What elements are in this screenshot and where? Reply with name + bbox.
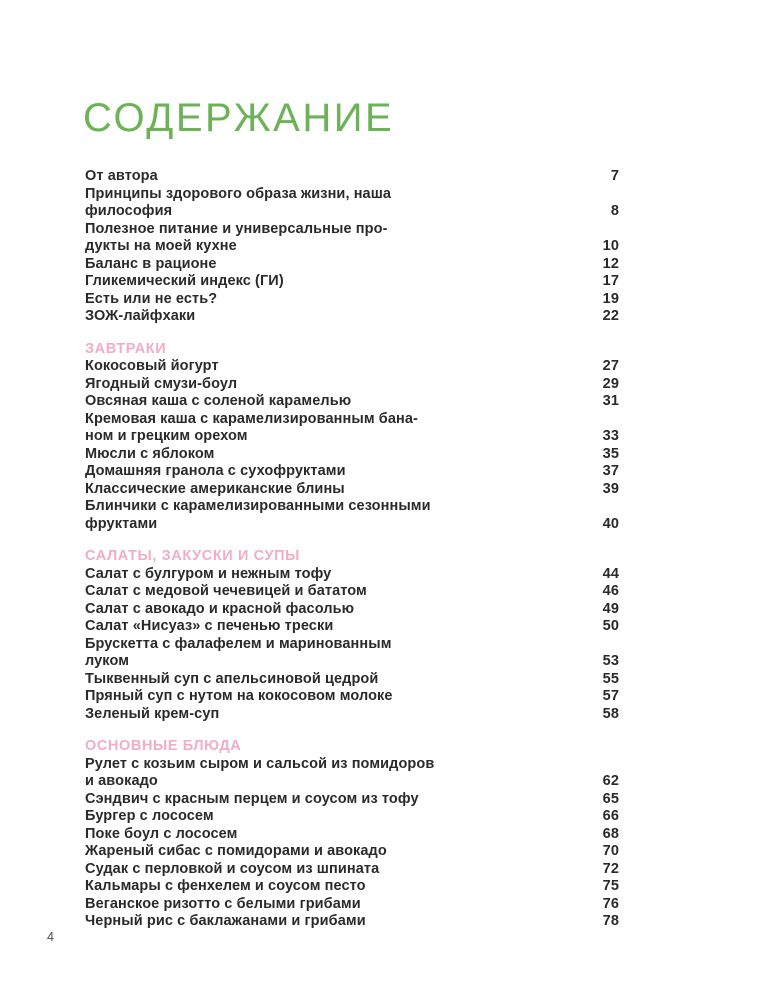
toc-entry (85, 808, 619, 826)
toc-entry-row (85, 358, 619, 376)
toc-entry-page-number: 12 (602, 255, 619, 272)
toc-entry (85, 671, 619, 689)
toc-entry-title-line: Полезное питание и универсальные про- (85, 220, 388, 237)
toc-entry-row (85, 671, 619, 689)
toc-section (85, 548, 619, 723)
toc-entry-page-number: 66 (602, 808, 619, 824)
toc-entry-title-line: От автора (85, 168, 158, 184)
toc-entry-page-number: 62 (602, 773, 619, 789)
toc-entry-row (85, 566, 619, 584)
toc-entry (85, 566, 619, 584)
toc-entry-title-line: Сэндвич с красным перцем и соусом из тофу (85, 790, 419, 807)
toc-entry-row (85, 878, 619, 896)
toc-entry-row (85, 446, 619, 464)
folio-page-number: 4 (47, 930, 54, 944)
toc-section (85, 341, 619, 534)
toc-entry-page-number: 57 (602, 688, 619, 704)
toc-section (85, 738, 619, 931)
toc-entry-title-line: философия (85, 203, 173, 219)
toc-entry (85, 688, 619, 706)
toc-entry-title-line: Классические американские блины (85, 480, 345, 497)
toc-entry-title-line: Судак с перловкой и соусом из шпината (85, 860, 380, 877)
toc-entry-page-number: 35 (602, 445, 619, 462)
toc-entry-page-number: 10 (602, 238, 619, 254)
toc-entry-page-number: 8 (610, 203, 619, 219)
toc-entry-page-number: 37 (602, 463, 619, 479)
toc-entry-row (85, 291, 619, 309)
toc-entry-title-line: Рулет с козьим сыром и сальсой из помидоров (85, 755, 435, 772)
toc-entry-page-number: 39 (602, 480, 619, 497)
toc-entry-page-number: 27 (602, 358, 619, 374)
toc-entry-title-line: Домашняя гранола с сухофруктами (85, 463, 346, 479)
toc-entry-row (85, 273, 619, 291)
toc-entry-page-number: 55 (602, 670, 619, 687)
toc-entry-page-number: 31 (602, 393, 619, 409)
toc-entry-row (85, 791, 619, 809)
toc-entry (85, 861, 619, 879)
toc-entry (85, 636, 619, 671)
toc-entry-row (85, 653, 619, 671)
toc-entry (85, 756, 619, 791)
toc-entry-row (85, 411, 619, 429)
toc-entry-row (85, 308, 619, 326)
toc-entry-row (85, 843, 619, 861)
toc-entry-title-line: луком (85, 653, 130, 669)
toc-entry-title-line: Тыквенный суп с апельсиновой цедрой (85, 670, 379, 687)
toc-entry-title-line: ЗОЖ-лайфхаки (85, 308, 196, 324)
toc-entry (85, 221, 619, 256)
toc-entry-page-number: 17 (602, 273, 619, 289)
toc-entry (85, 791, 619, 809)
toc-entry-row (85, 688, 619, 706)
toc-entry (85, 878, 619, 896)
toc-entry-title-line: Блинчики с карамелизированными сезонными (85, 498, 431, 514)
toc-entry-row (85, 896, 619, 914)
toc-section-header: ОСНОВНЫЕ БЛЮДА (85, 738, 242, 754)
toc-entry (85, 186, 619, 221)
toc-entry-page-number: 29 (602, 375, 619, 392)
toc-entry (85, 481, 619, 499)
toc-entry (85, 291, 619, 309)
toc-entry-row (85, 186, 619, 204)
toc-entry (85, 826, 619, 844)
toc-entry (85, 498, 619, 533)
toc-entry (85, 896, 619, 914)
toc-entry-title-line: Пряный суп с нутом на кокосовом молоке (85, 688, 393, 704)
toc-entry-title-line: Салат с булгуром и нежным тофу (85, 565, 332, 582)
toc-entry (85, 168, 619, 186)
toc-entry-title-line: Салат с медовой чечевицей и бататом (85, 583, 367, 599)
toc-entry-title-line: Кокосовый йогурт (85, 358, 219, 374)
toc-section-header: САЛАТЫ, ЗАКУСКИ И СУПЫ (85, 548, 300, 564)
toc-entry (85, 358, 619, 376)
toc-entry-row (85, 238, 619, 256)
toc-entry-page-number: 7 (610, 168, 619, 184)
toc-entry-row (85, 861, 619, 879)
toc-entry (85, 913, 619, 931)
toc-entry-row (85, 773, 619, 791)
toc-entry-title-line: Принципы здорового образа жизни, наша (85, 185, 392, 202)
toc-entry-page-number: 19 (602, 290, 619, 307)
toc-entry-page-number: 76 (602, 895, 619, 912)
toc-entry-row (85, 393, 619, 411)
toc-entry-page-number: 40 (602, 515, 619, 532)
toc-entry-title-line: ном и грецким орехом (85, 428, 248, 444)
toc-entry-row (85, 706, 619, 724)
toc-entry-title-line: Жареный сибас с помидорами и авокадо (85, 843, 387, 859)
toc-entry-title-line: Гликемический индекс (ГИ) (85, 273, 284, 289)
toc-entry-title-line: фруктами (85, 515, 158, 532)
toc-entry-row (85, 498, 619, 516)
toc-entry-page-number: 65 (602, 790, 619, 807)
toc-entry-row (85, 636, 619, 654)
toc-entry-page-number: 44 (602, 565, 619, 582)
toc-entry (85, 706, 619, 724)
toc-entry-row (85, 463, 619, 481)
toc-entry-row (85, 601, 619, 619)
toc-entry-row (85, 756, 619, 774)
toc-entry (85, 583, 619, 601)
toc-entry-page-number: 50 (602, 618, 619, 634)
toc-entry-row (85, 428, 619, 446)
toc-entry (85, 843, 619, 861)
toc-entry-page-number: 53 (602, 653, 619, 669)
toc-entry-title-line: дукты на моей кухне (85, 238, 237, 254)
toc-entry-row (85, 221, 619, 239)
toc-entry-title-line: Овсяная каша с соленой карамелью (85, 393, 352, 409)
toc-entry-title-line: Зеленый крем-суп (85, 705, 220, 722)
toc-entry-page-number: 72 (602, 860, 619, 877)
toc-entry-title-line: Салат «Нисуаз» с печенью трески (85, 618, 334, 634)
toc-entry-row (85, 516, 619, 534)
toc-entry-row (85, 203, 619, 221)
page-title: СОДЕРЖАНИЕ (83, 96, 395, 140)
toc-entry (85, 308, 619, 326)
toc-section-header: ЗАВТРАКИ (85, 340, 167, 357)
toc-entry-row (85, 481, 619, 499)
toc-entry-title-line: Кремовая каша с карамелизированным бана- (85, 410, 418, 427)
toc-entry-title-line: Есть или не есть? (85, 290, 218, 307)
toc-entry (85, 463, 619, 481)
toc-entry-title-line: Брускетта с фалафелем и маринованным (85, 635, 392, 652)
toc-entry-row (85, 256, 619, 274)
toc-entry-title-line: и авокадо (85, 773, 158, 789)
toc-entry-page-number: 49 (602, 600, 619, 617)
toc-entry-title-line: Поке боул с лососем (85, 825, 238, 842)
toc-entry (85, 393, 619, 411)
toc-entry-page-number: 58 (602, 705, 619, 722)
toc-entry-title-line: Салат с авокадо и красной фасолью (85, 600, 355, 617)
toc-entry-title-line: Ягодный смузи-боул (85, 375, 238, 392)
toc-entry-title-line: Кальмары с фенхелем и соусом песто (85, 878, 366, 894)
toc-entry-page-number: 78 (602, 913, 619, 929)
toc-entry (85, 618, 619, 636)
toc-entry-page-number: 68 (602, 825, 619, 842)
toc-entry-row (85, 913, 619, 931)
toc-entry-row (85, 168, 619, 186)
toc-entry-row (85, 376, 619, 394)
toc-entry (85, 273, 619, 291)
toc-entry-title-line: Мюсли с яблоком (85, 445, 215, 462)
toc-section (85, 168, 619, 326)
toc-entry-row (85, 826, 619, 844)
toc-entry-title-line: Черный рис с баклажанами и грибами (85, 913, 366, 929)
toc-entry-page-number: 33 (602, 428, 619, 444)
toc-entry-title-line: Бургер с лососем (85, 808, 214, 824)
toc-entry-page-number: 75 (602, 878, 619, 894)
toc-entry (85, 256, 619, 274)
toc-entry-page-number: 22 (602, 308, 619, 324)
toc-entry-page-number: 46 (602, 583, 619, 599)
toc-entry (85, 411, 619, 446)
toc-entry (85, 601, 619, 619)
toc-entry-page-number: 70 (602, 843, 619, 859)
toc-entry-title-line: Баланс в рационе (85, 255, 217, 272)
toc-entry (85, 446, 619, 464)
toc-entry-row (85, 583, 619, 601)
toc-entry (85, 376, 619, 394)
toc-entry-title-line: Веганское ризотто с белыми грибами (85, 895, 361, 912)
toc-entry-row (85, 808, 619, 826)
table-of-contents (85, 168, 619, 931)
toc-entry-row (85, 618, 619, 636)
